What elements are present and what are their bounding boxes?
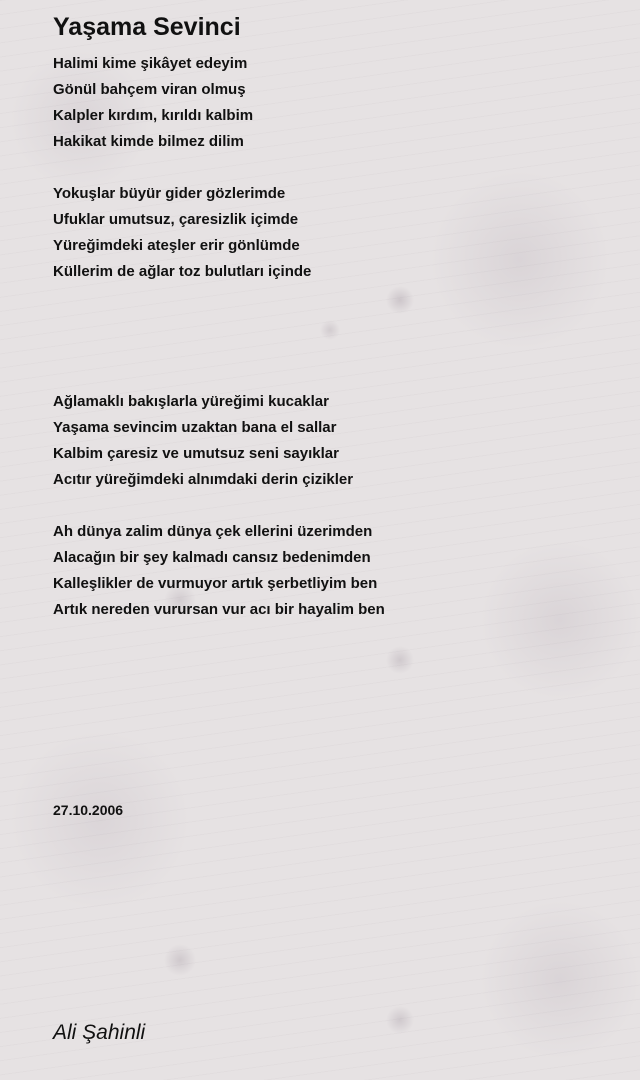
poem-line: Kalpler kırdım, kırıldı kalbim	[53, 107, 254, 124]
stanza-3	[53, 389, 623, 493]
poem-line: Küllerim de ağlar toz bulutları içinde	[53, 263, 312, 280]
stanza-spacer	[53, 285, 623, 389]
poem-title: Yaşama Sevinci	[53, 13, 241, 41]
poem-body	[53, 51, 623, 623]
stanza-1	[53, 51, 623, 155]
poem-line: Alacağın bir şey kalmadı cansız bedenimden	[53, 549, 371, 566]
poem-author: Ali Şahinli	[53, 1021, 146, 1044]
poem-line: Halimi kime şikâyet edeyim	[53, 55, 248, 72]
stanza-2	[53, 181, 623, 285]
poem-line: Artık nereden vurursan vur acı bir hayalim ben	[53, 601, 385, 618]
poem-line: Acıtır yüreğimdeki alnımdaki derin çizikler	[53, 471, 354, 488]
poem-line: Hakikat kimde bilmez dilim	[53, 133, 244, 150]
poem-line: Ufuklar umutsuz, çaresizlik içimde	[53, 211, 299, 228]
poem-line: Kalbim çaresiz ve umutsuz seni sayıklar	[53, 445, 339, 462]
poem-line: Yokuşlar büyür gider gözlerimde	[53, 185, 286, 202]
stanza-4	[53, 519, 623, 623]
poem-line: Yüreğimdeki ateşler erir gönlümde	[53, 237, 300, 254]
poem-line: Ah dünya zalim dünya çek ellerini üzerimden	[53, 523, 373, 540]
poem-date: 27.10.2006	[53, 802, 124, 818]
poem-line: Gönül bahçem viran olmuş	[53, 81, 246, 98]
stanza-spacer	[53, 493, 623, 519]
stanza-spacer	[53, 155, 623, 181]
poem-line: Yaşama sevincim uzaktan bana el sallar	[53, 419, 337, 436]
poem-line: Kalleşlikler de vurmuyor artık şerbetliyim ben	[53, 575, 378, 592]
poem-line: Ağlamaklı bakışlarla yüreğimi kucaklar	[53, 393, 329, 410]
